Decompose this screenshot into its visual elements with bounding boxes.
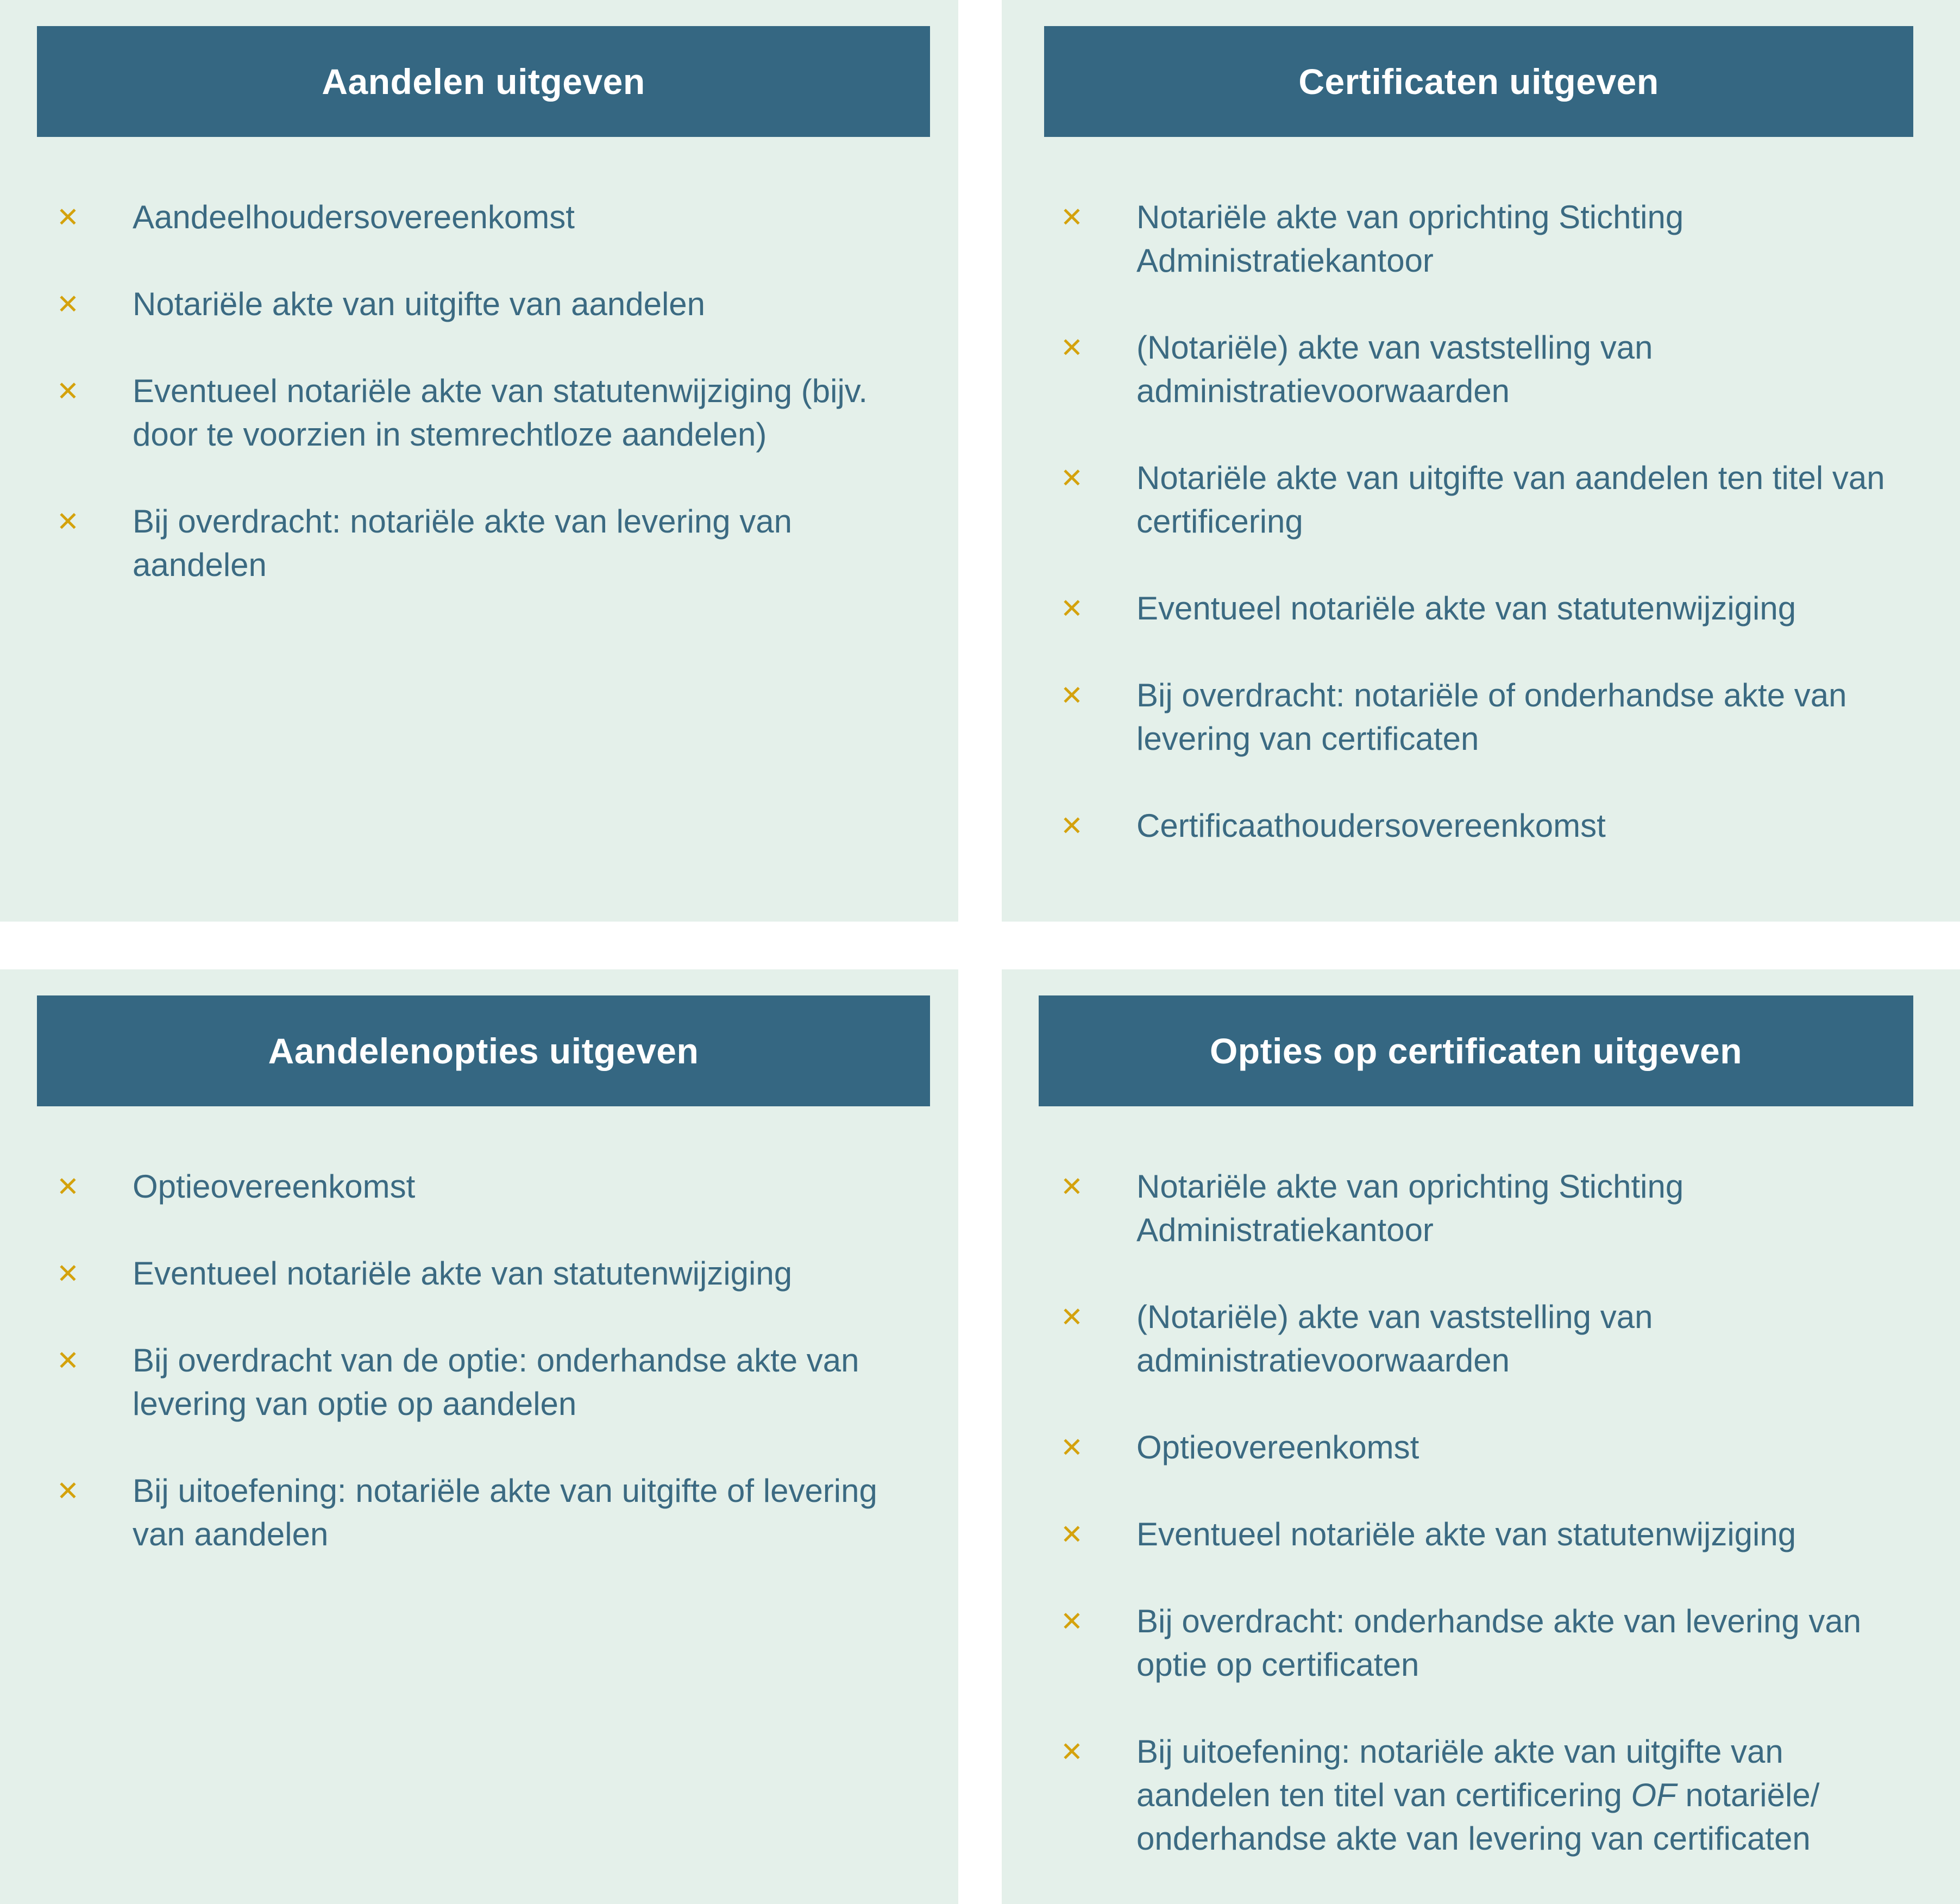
list-item-text: Notariële akte van oprichting Stichting Administratiekantoor	[1136, 199, 1684, 279]
list-item-text: Optieovereenkomst	[1136, 1429, 1419, 1465]
list-item	[1060, 804, 1908, 848]
list-item-text: Eventueel notariële akte van statutenwijziging	[1136, 590, 1796, 627]
list-item	[1060, 587, 1908, 630]
requirements-list	[56, 1165, 904, 1600]
list-item	[1060, 1600, 1908, 1687]
list-item	[1060, 196, 1908, 283]
list-item	[56, 1165, 904, 1208]
panel-aandelenopties-uitgeven	[0, 969, 958, 1904]
x-mark-icon: ✕	[56, 375, 79, 407]
x-mark-icon: ✕	[1060, 1606, 1083, 1637]
x-mark-icon: ✕	[56, 1475, 79, 1507]
list-item	[1060, 674, 1908, 761]
panel-title: Opties op certificaten uitgeven	[1039, 995, 1913, 1106]
list-item-text: Notariële akte van oprichting Stichting Administratiekantoor	[1136, 1168, 1684, 1248]
list-item-text: Eventueel notariële akte van statutenwijziging (bijv. door te voorzien in stemrechtloze aandelen)	[133, 373, 868, 453]
x-mark-icon: ✕	[56, 1258, 79, 1289]
list-item	[1060, 1165, 1908, 1252]
list-item	[56, 1469, 904, 1556]
list-item	[56, 369, 904, 456]
panel-certificaten-uitgeven	[1002, 0, 1960, 922]
panel-aandelen-uitgeven	[0, 0, 958, 922]
list-item-text: Notariële akte van uitgifte van aandelen ten titel van certificering	[1136, 460, 1885, 540]
requirements-list	[1060, 196, 1908, 891]
list-item	[1060, 1426, 1908, 1469]
list-item-text: Aandeelhoudersovereenkomst	[133, 199, 575, 235]
list-item	[1060, 456, 1908, 543]
x-mark-icon: ✕	[1060, 593, 1083, 624]
list-item	[56, 1339, 904, 1426]
list-item	[1060, 1513, 1908, 1556]
list-item	[56, 500, 904, 587]
list-item-text: (Notariële) akte van vaststelling van administratievoorwaarden	[1136, 1299, 1653, 1379]
panel-title: Certificaten uitgeven	[1044, 26, 1913, 137]
list-item-text	[1136, 1730, 1908, 1861]
x-mark-icon: ✕	[1060, 1519, 1083, 1550]
panel-title: Aandelen uitgeven	[37, 26, 930, 137]
list-item-text: Bij overdracht: notariële akte van levering van aandelen	[133, 503, 793, 583]
list-item-text-part: notariële/ onderhandse akte van levering van certificaten	[1136, 1777, 1820, 1857]
list-item	[1060, 1730, 1908, 1861]
list-item-text: Certificaathoudersovereenkomst	[1136, 807, 1606, 844]
x-mark-icon: ✕	[1060, 810, 1083, 842]
list-item	[56, 196, 904, 239]
requirements-list	[1060, 1165, 1908, 1904]
panel-opties-op-certificaten-uitgeven	[1002, 969, 1960, 1904]
x-mark-icon: ✕	[1060, 1432, 1083, 1463]
list-item	[56, 1252, 904, 1295]
x-mark-icon: ✕	[56, 202, 79, 233]
list-item-text-part: Bij uitoefening: notariële akte van uitgifte van aandelen ten titel van certificering	[1136, 1733, 1783, 1813]
list-item-text: Eventueel notariële akte van statutenwijziging	[133, 1255, 793, 1292]
list-item-text: (Notariële) akte van vaststelling van administratievoorwaarden	[1136, 329, 1653, 409]
list-item-text: Optieovereenkomst	[133, 1168, 416, 1205]
list-item-text: Eventueel notariële akte van statutenwijziging	[1136, 1516, 1796, 1552]
x-mark-icon: ✕	[56, 289, 79, 320]
x-mark-icon: ✕	[56, 1171, 79, 1202]
x-mark-icon: ✕	[1060, 462, 1083, 494]
list-item	[1060, 326, 1908, 413]
x-mark-icon: ✕	[1060, 1301, 1083, 1333]
x-mark-icon: ✕	[1060, 202, 1083, 233]
list-item	[1060, 1295, 1908, 1382]
x-mark-icon: ✕	[56, 1345, 79, 1376]
list-item-text: Bij overdracht: onderhandse akte van levering van optie op certificaten	[1136, 1603, 1862, 1683]
x-mark-icon: ✕	[56, 506, 79, 537]
x-mark-icon: ✕	[1060, 332, 1083, 364]
x-mark-icon: ✕	[1060, 1171, 1083, 1202]
list-item-text: Bij uitoefening: notariële akte van uitgifte of levering van aandelen	[133, 1473, 877, 1552]
list-item-text: Bij overdracht van de optie: onderhandse akte van levering van optie op aandelen	[133, 1342, 859, 1422]
requirements-list	[56, 196, 904, 630]
list-item-text: Notariële akte van uitgifte van aandelen	[133, 286, 706, 322]
list-item	[56, 283, 904, 326]
x-mark-icon: ✕	[1060, 680, 1083, 711]
panel-title: Aandelenopties uitgeven	[37, 995, 930, 1106]
list-item-text: Bij overdracht: notariële of onderhandse akte van levering van certificaten	[1136, 677, 1847, 757]
x-mark-icon: ✕	[1060, 1736, 1083, 1768]
list-item-emphasis: OF	[1631, 1777, 1676, 1813]
